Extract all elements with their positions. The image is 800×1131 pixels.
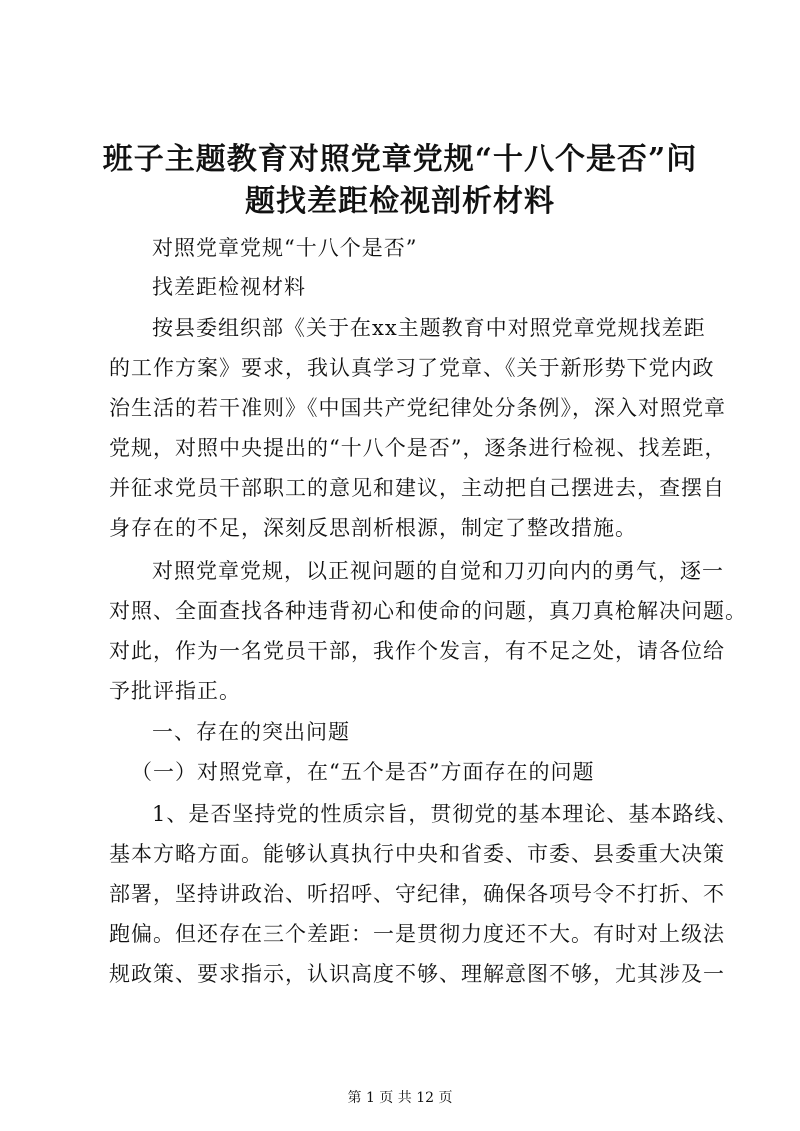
page-footer: 第 1 页 共 12 页	[347, 1090, 453, 1106]
item-1-line-2: 基本方略方面。能够认真执行中央和省委、市委、县委重大决策	[109, 842, 725, 866]
subtitle-line-2: 找差距检视材料	[152, 275, 306, 299]
paragraph-2-line-1: 对照党章党规，以正视问题的自觉和刀刃向内的勇气，逐一	[152, 559, 724, 583]
section-heading-1: 一、存在的突出问题	[152, 720, 350, 744]
paragraph-1-line-2: 的工作方案》要求，我认真学习了党章、《关于新形势下党内政	[109, 356, 715, 380]
paragraph-2-line-2: 对照、全面查找各种违背初心和使命的问题，真刀真枪解决问题。	[109, 599, 747, 623]
item-1-line-1: 1、是否坚持党的性质宗旨，贯彻党的基本理论、基本路线、	[152, 802, 739, 826]
item-1-line-4: 跑偏。但还存在三个差距：一是贯彻力度还不大。有时对上级法	[109, 922, 725, 946]
paragraph-1-line-6: 身存在的不足，深刻反思剖析根源，制定了整改措施。	[109, 516, 637, 540]
paragraph-1-line-4: 党规，对照中央提出的“十八个是否”，逐条进行检视、找差距，	[109, 436, 727, 460]
document-title-line-2: 题找差距检视剖析材料	[245, 184, 555, 219]
document-title-line-1: 班子主题教育对照党章党规“十八个是否”问	[102, 142, 698, 177]
paragraph-2-line-4: 予批评指正。	[109, 679, 241, 703]
paragraph-1-line-5: 并征求党员干部职工的意见和建议，主动把自己摆进去，查摆自	[109, 476, 725, 500]
item-1-line-5: 规政策、要求指示，认识高度不够、理解意图不够，尤其涉及一	[109, 962, 725, 986]
paragraph-2-line-3: 对此，作为一名党员干部，我作个发言，有不足之处，请各位给	[109, 639, 725, 663]
paragraph-1-line-3: 治生活的若干准则》《中国共产党纪律处分条例》，深入对照党章	[109, 396, 726, 420]
item-1-line-3: 部署，坚持讲政治、听招呼、守纪律，确保各项号令不打折、不	[109, 882, 725, 906]
subtitle-line-1: 对照党章党规“十八个是否”	[152, 236, 418, 260]
subsection-heading-1: （一）对照党章，在“五个是否”方面存在的问题	[131, 760, 595, 784]
paragraph-1-line-1: 按县委组织部《关于在xx主题教育中对照党章党规找差距	[152, 316, 706, 340]
